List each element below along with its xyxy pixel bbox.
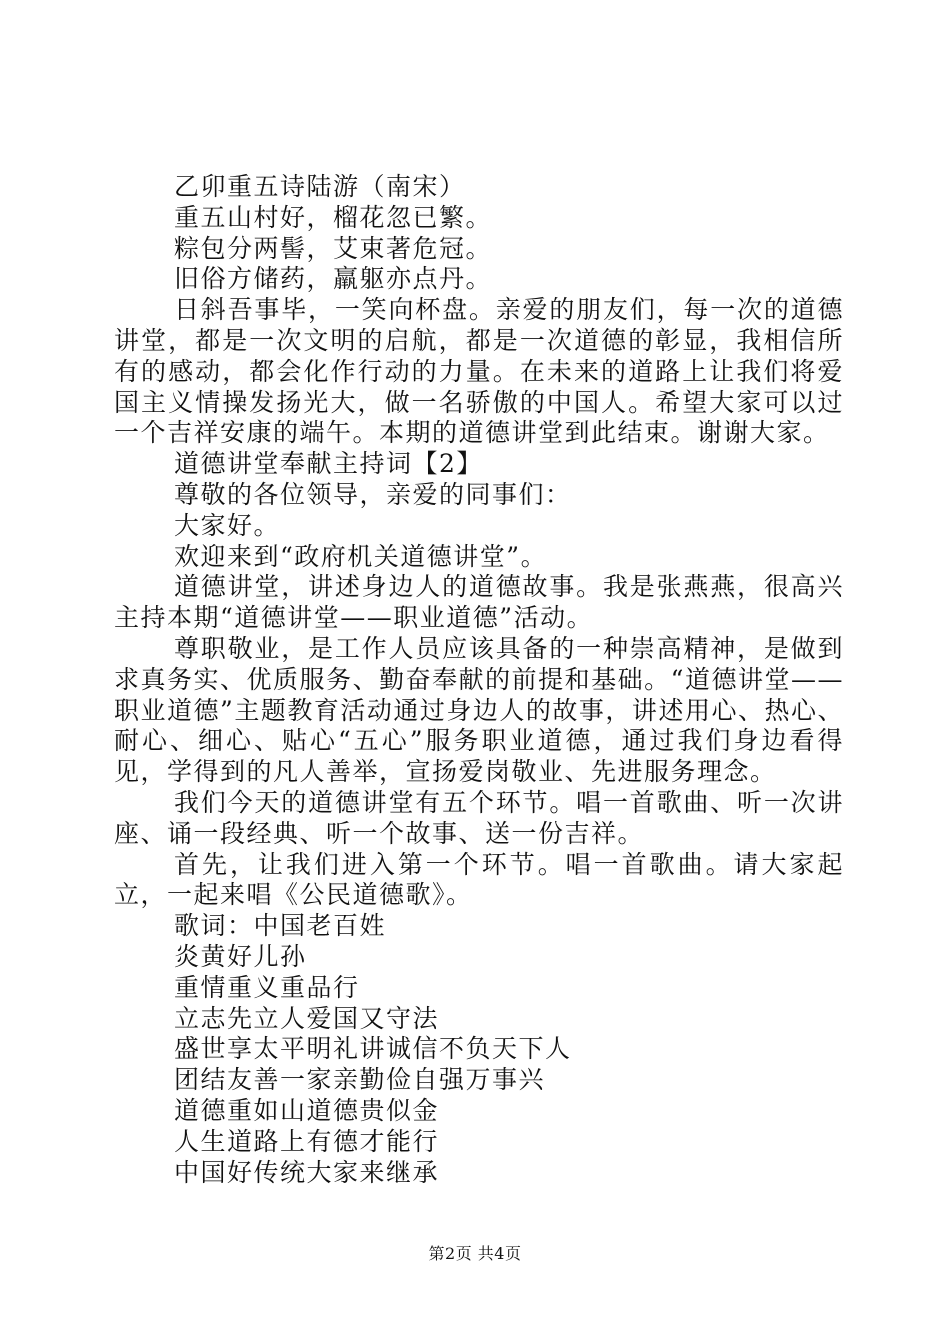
paragraph: 日斜吾事毕，一笑向杯盘。亲爱的朋友们，每一次的道德讲堂，都是一次文明的启航，都是一次道德的彰显，我相信所有的感动，都会化作行动的力量。在未来的道路上让我们将爱国主义情操发扬光大，做一名骄傲的中国人。希望大家可以过一个吉祥安康的端午。本期的道德讲堂到此结束。谢谢大家。 (114, 295, 844, 448)
paragraph: 道德讲堂，讲述身边人的道德故事。我是张燕燕，很高兴主持本期“道德讲堂——职业道德”活动。 (114, 572, 844, 633)
lyric-line: 团结友善一家亲勤俭自强万事兴 (174, 1065, 546, 1095)
paragraph: 重五山村好，榴花忽已繁。 (174, 202, 493, 232)
section-heading: 道德讲堂奉献主持词【2】 (174, 449, 483, 479)
paragraph: 首先，让我们进入第一个环节。唱一首歌曲。请大家起立，一起来唱《公民道德歌》。 (114, 849, 844, 910)
paragraph: 尊职敬业，是工作人员应该具备的一种崇高精神，是做到求真务实、优质服务、勤奋奉献的前提和基础。“道德讲堂——职业道德”主题教育活动通过身边人的故事，讲述用心、热心、耐心、细心、贴心“五心”服务职业道德，通过我们身边看得见，学得到的凡人善举，宣扬爱岗敬业、先进服务理念。 (114, 633, 844, 787)
paragraph: 粽包分两髻，艾束著危冠。 (174, 233, 493, 263)
lyric-line: 盛世享太平明礼讲诚信不负天下人 (174, 1034, 572, 1064)
lyric-line: 炎黄好儿孙 (174, 941, 307, 971)
paragraph: 旧俗方储药，羸躯亦点丹。 (174, 264, 493, 294)
paragraph: 欢迎来到“政府机关道德讲堂”。 (174, 541, 548, 571)
lyric-line: 立志先立人爱国又守法 (174, 1003, 440, 1033)
lyric-line: 重情重义重品行 (174, 972, 360, 1002)
lyric-line: 道德重如山道德贵似金 (174, 1095, 440, 1125)
paragraph: 大家好。 (174, 510, 281, 540)
salutation: 尊敬的各位领导，亲爱的同事们： (174, 479, 572, 509)
paragraph: 乙卯重五诗陆游（南宋） (174, 172, 466, 201)
lyric-line: 人生道路上有德才能行 (174, 1126, 440, 1156)
document-body (114, 172, 844, 1188)
paragraph: 我们今天的道德讲堂有五个环节。唱一首歌曲、听一次讲座、诵一段经典、听一个故事、送一份吉祥。 (114, 787, 844, 848)
page-number-footer: 第2页 共4页 (428, 1244, 522, 1263)
lyric-line: 中国好传统大家来继承 (174, 1157, 440, 1187)
lyric-line: 歌词：中国老百姓 (174, 911, 387, 941)
